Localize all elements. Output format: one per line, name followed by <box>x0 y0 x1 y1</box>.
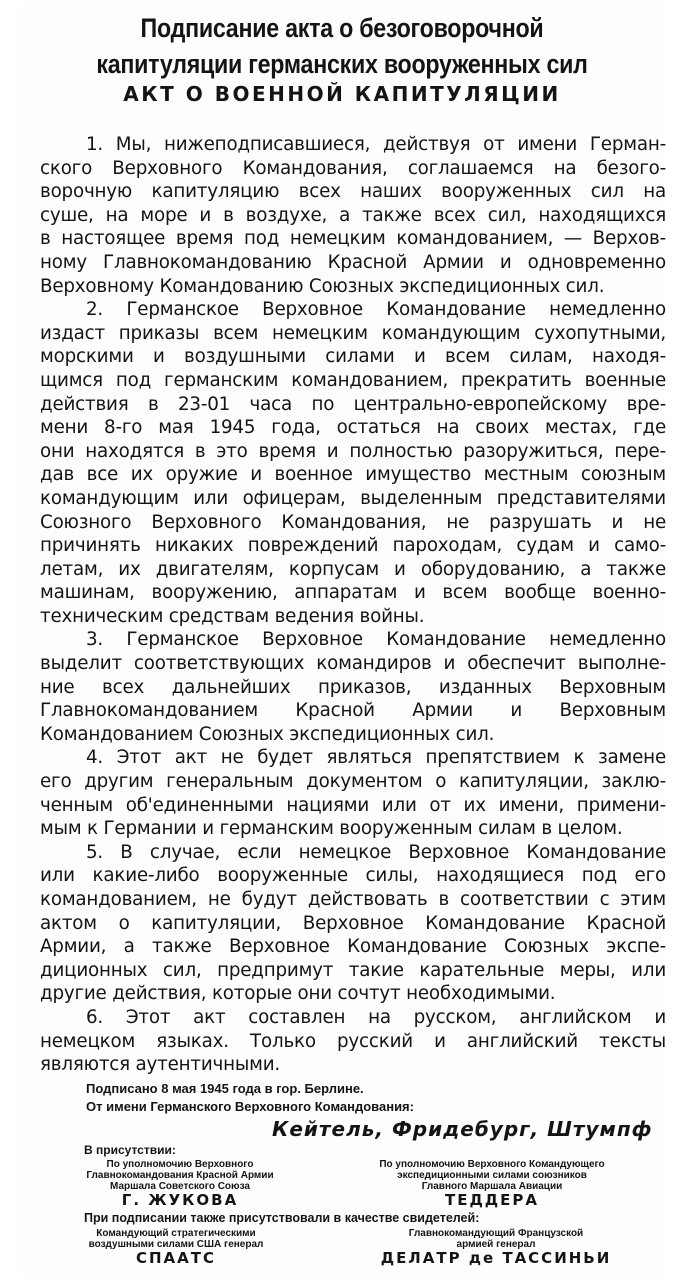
soviet-line: Главнокомандования Красной Армии <box>86 1170 274 1181</box>
paragraph-5-line: 5. В случае, если немецкое Верховное Командование <box>86 841 666 863</box>
allied-witness-block <box>362 1159 622 1209</box>
usa-line: Командующий стратегическими <box>96 1228 256 1239</box>
paragraph-2-line: мени 8-го мая 1945 года, остаться на своих местах, где <box>40 417 666 439</box>
usa-line: воздушными силами США генерал <box>88 1239 264 1250</box>
paragraph-5-line: актом о капитуляции, Верховное Командование Красной <box>40 912 666 934</box>
act-body <box>40 133 666 1077</box>
soviet-name: Г. ЖУКОВА <box>121 1191 239 1209</box>
presence-label: В присутствии: <box>84 1143 176 1157</box>
paragraph-2-line: командующим или офицерам, выделенным представителями <box>40 487 666 509</box>
on-behalf-label: От имени Германского Верховного Командования: <box>86 1099 414 1114</box>
paragraph-1-line: 1. Мы, нижеподписавшиеся, действуя от имени Герман- <box>86 134 666 155</box>
paragraph-3-line: Главнокомандованием Красной Армии и Верховным <box>40 700 666 722</box>
document-title-line-1: Подписание акта о безоговорочной <box>140 13 544 43</box>
paragraph-6-line: 6. Этот акт составлен на русском, английском и <box>86 1006 666 1028</box>
allied-name: ТЕДДЕРА <box>444 1191 540 1209</box>
paragraph-3-line: выделит соответствующих командиров и обеспечит выполне- <box>40 653 666 675</box>
signing-place-date: Подписано 8 мая 1945 года в гор. Берлине. <box>86 1081 364 1096</box>
german-signatories: Кейтель, Фридебург, Штумпф <box>272 1117 653 1141</box>
allied-line: По уполномочию Верховного Командующего <box>379 1159 605 1170</box>
paragraph-2-line: Союзного Верховного Командования, не разрушать и не <box>40 511 666 533</box>
usa-name: СПААТС <box>135 1249 217 1267</box>
paragraph-4-line: мым к Германии и германским вооруженным силам в целом. <box>40 818 623 840</box>
witnesses-label: При подписании также присутствовали в качестве свидетелей: <box>84 1211 480 1225</box>
paragraph-4-line: ченным об'единенными нациями или от их имени, примени- <box>40 794 666 816</box>
paragraph-2-line: летам, их двигателям, корпусам и оборудованию, а также <box>40 558 666 580</box>
paragraph-5-line: командованием, не будут действовать в соответствии с этим <box>40 889 666 910</box>
act-subtitle: АКТ О ВОЕННОЙ КАПИТУЛЯЦИИ <box>123 82 561 106</box>
paragraph-2-line: техническим средствам ведения войны. <box>40 605 425 627</box>
paragraph-3-line: Командованием Союзных экспедиционных сил. <box>40 723 495 745</box>
france-line: армией генерал <box>456 1239 536 1250</box>
france-witness-block <box>376 1228 616 1267</box>
paragraph-1-line: Верховному Командованию Союзных экспедиционных сил. <box>40 275 605 297</box>
paragraph-1-line: ворочную капитуляцию всех наших вооруженных сил на <box>40 181 666 203</box>
paragraph-1-line: ского Верховного Командования, соглашаемся на безого- <box>40 157 666 179</box>
paragraph-2-line: 2. Германское Верховное Командование немедленно <box>86 299 666 321</box>
document-title-line-2: капитуляции германских вооруженных сил <box>96 49 588 79</box>
paragraph-5-line: другие действия, которые они сочтут необходимыми. <box>40 983 556 1005</box>
paragraph-2-line: дав все их оружие и военное имущество местным союзным <box>40 464 666 486</box>
france-line: Главнокомандующий Французской <box>408 1228 584 1239</box>
paragraph-1-line: ному Главнокомандованию Красной Армии и одновременно <box>40 251 666 273</box>
paragraph-1-line: суше, на море и в воздухе, а также всех сил, находящихся <box>40 204 666 226</box>
paragraph-2-line: морскими и воздушными силами и всем силам, находя- <box>40 346 666 368</box>
paragraph-6-line: являются аутентичными. <box>40 1054 281 1076</box>
paragraph-4-line: 4. Этот акт не будет являться препятствием к замене <box>86 747 666 769</box>
paragraph-2-line: машинам, вооружению, аппаратам и всем вообще военно- <box>40 582 666 604</box>
paragraph-1-line: в настоящее время под немецким командованием, — Верхов- <box>40 228 666 250</box>
paragraph-2-line: они находятся в это время и полностью разоружиться, пере- <box>40 440 666 462</box>
paragraph-3-line: ние всех дальнейших приказов, изданных Верховным <box>40 676 666 698</box>
soviet-line: Маршала Советского Союза <box>110 1181 250 1192</box>
paragraph-2-line: щимся под германским командованием, прекратить военные <box>40 369 666 391</box>
france-name: ДЕЛАТР де ТАССИНЬИ <box>380 1249 612 1267</box>
paragraph-2-line: действия в 23-01 часа по центрально-европейскому вре- <box>40 393 666 415</box>
soviet-witness-block <box>70 1159 290 1209</box>
allied-line: Главного Маршала Авиации <box>421 1181 563 1192</box>
paragraph-2-line: причинять никаких повреждений пароходам, судам и само- <box>40 535 666 557</box>
paragraph-5-line: Армии, а также Верховное Командование Союзных экспе- <box>40 936 666 958</box>
paragraph-2-line: издаст приказы всем немецким командующим сухопутными, <box>40 322 666 344</box>
paragraph-4-line: его другим генеральным документом о капитуляции, заклю- <box>40 771 666 793</box>
soviet-line: По уполномочию Верховного <box>106 1159 254 1170</box>
paragraph-6-line: немецком языках. Только русский и английский тексты <box>40 1030 666 1052</box>
paragraph-3-line: 3. Германское Верховное Командование немедленно <box>86 629 666 651</box>
paragraph-5-line: или какие-либо вооруженные силы, находящиеся под его <box>40 865 666 887</box>
allied-line: экспедиционными силами союзников <box>397 1170 587 1181</box>
usa-witness-block <box>76 1228 276 1267</box>
paragraph-5-line: диционных сил, предпримут такие карательные меры, или <box>40 959 666 981</box>
